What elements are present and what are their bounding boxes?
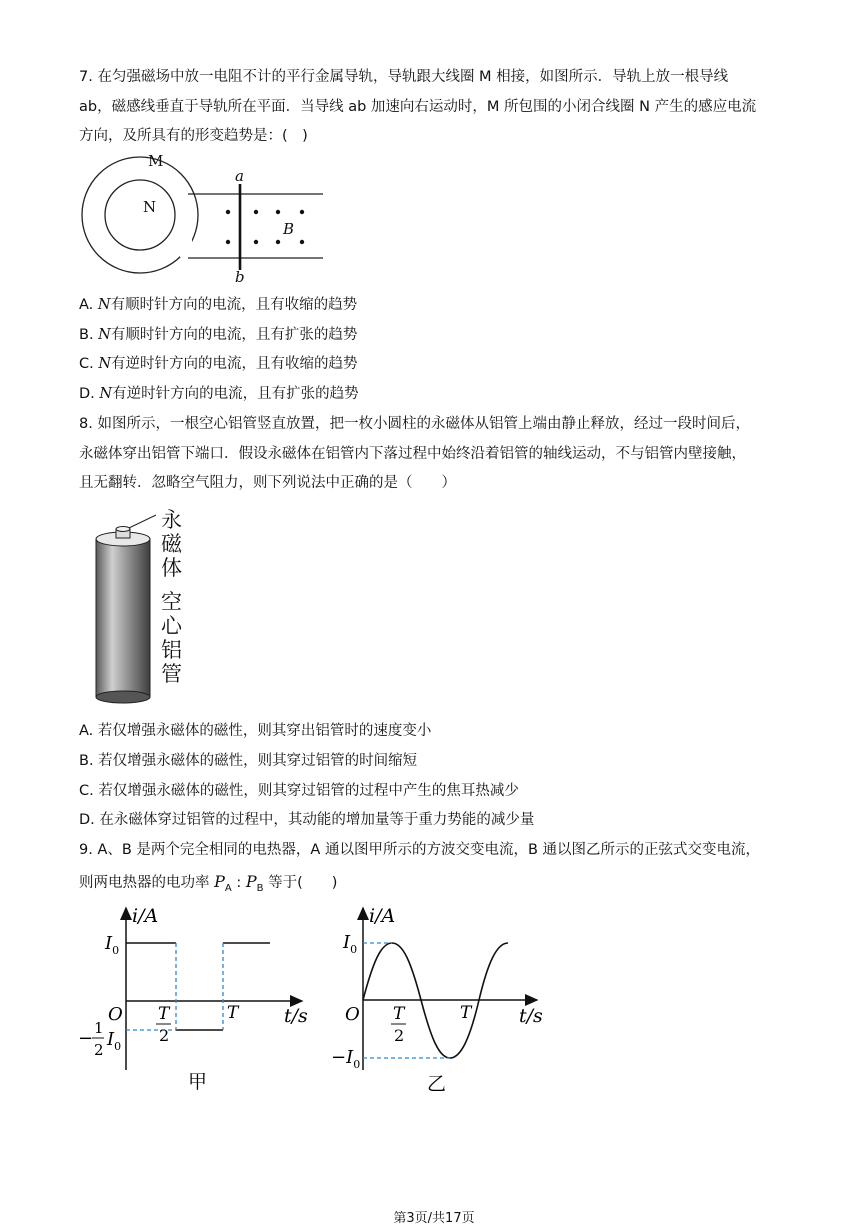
q7-circuit-figure [80, 148, 330, 288]
magnet-pointer [129, 515, 156, 528]
q7-option-b: B. N有顺时针方向的电流，且有扩张的趋势 [79, 327, 358, 343]
i0-label: $I_0$ [105, 933, 120, 957]
q9-graph-jia [70, 900, 320, 1095]
xlabel: t/s [284, 1005, 308, 1027]
t-half-den: 2 [394, 1026, 405, 1045]
ylabel: i/A [369, 905, 396, 927]
q7-option-d: D. N有逆时针方向的电流，且有扩张的趋势 [79, 386, 359, 402]
q8-stem-line-2: 永磁体穿出铝管下端口．假设永磁体在铝管内下落过程中始终沿着铝管的轴线运动，不与铝管内壁接触， [79, 446, 746, 462]
label-a: a [235, 167, 244, 185]
label-M: M [148, 152, 164, 170]
neg-half-den: 2 [94, 1041, 104, 1059]
origin: O [108, 1004, 123, 1025]
q8-option-c: C. 若仅增强永磁体的磁性，则其穿过铝管的过程中产生的焦耳热减少 [79, 783, 519, 799]
q7-option-c: C. N有逆时针方向的电流，且有收缩的趋势 [79, 356, 358, 372]
q9-stem-line-2: 则两电热器的电功率 $P_A$ : $P_B$ 等于( ) [79, 872, 338, 894]
q8-option-b: B. 若仅增强永磁体的磁性，则其穿过铝管的时间缩短 [79, 753, 418, 769]
q8-option-d: D. 在永磁体穿过铝管的过程中，其动能的增加量等于重力势能的减少量 [79, 812, 535, 828]
q7-stem-line-2: ab，磁感线垂直于导轨所在平面．当导线 ab 加速向右运动时，M 所包围的小闭合线圈 N 产生的感应电流 [79, 99, 757, 115]
label-B: B [283, 220, 295, 238]
q8-stem-line-3: 且无翻转．忽略空气阻力，则下列说法中正确的是（ ） [79, 475, 456, 491]
q8-stem-line-1: 8. 如图所示，一根空心铝管竖直放置，把一枚小圆柱的永磁体从铝管上端由静止释放，经过一段时间后， [79, 416, 750, 432]
q7-stem-line-1: 7. 在匀强磁场中放一电阻不计的平行金属导轨，导轨跟大线圈 M 相接，如图所示．导轨上放一根导线 [79, 69, 729, 85]
neg-i0-label: $-I_0$ [331, 1047, 361, 1071]
caption-jia: 甲 [188, 1071, 208, 1093]
ylabel: i/A [132, 905, 159, 927]
page-footer: 第3页/共17页 [393, 1211, 475, 1226]
neg-half-i0: $I_0$ [107, 1029, 122, 1053]
i0-label: $I_0$ [343, 932, 358, 956]
q8-aluminum-tube-figure [90, 505, 200, 705]
neg-half-num: 1 [94, 1019, 104, 1037]
t-half-den: 2 [159, 1026, 170, 1045]
t-full: T [460, 1003, 472, 1023]
q7-option-a: A. N有顺时针方向的电流，且有收缩的趋势 [79, 297, 358, 313]
caption-yi: 乙 [427, 1073, 447, 1095]
q8-option-a: A. 若仅增强永磁体的磁性，则其穿出铝管时的速度变小 [79, 723, 432, 739]
q7-stem-line-3: 方向，及所具有的形变趋势是：( ) [79, 128, 308, 144]
label-b: b [235, 268, 245, 286]
t-full: T [227, 1003, 239, 1023]
t-half-num: T [393, 1004, 405, 1024]
q9-stem-line-1: 9. A、B 是两个完全相同的电热器，A 通以图甲所示的方波交变电流，B 通以图乙所示的正弦式交变电流， [79, 842, 761, 858]
magnet-label: 永 磁 体 [161, 508, 182, 580]
tube-bottom [96, 691, 150, 703]
label-N: N [143, 198, 157, 216]
q9-graph-yi [325, 900, 555, 1095]
xlabel: t/s [519, 1005, 543, 1027]
rail-gap-mask-top [180, 195, 192, 257]
t-half-num: T [158, 1004, 170, 1024]
coil-N [105, 180, 175, 250]
origin: O [345, 1004, 360, 1025]
neg-half-minus: − [78, 1028, 94, 1049]
tube-label: 空 心 铝 管 [161, 590, 182, 686]
tube-body [96, 539, 150, 697]
